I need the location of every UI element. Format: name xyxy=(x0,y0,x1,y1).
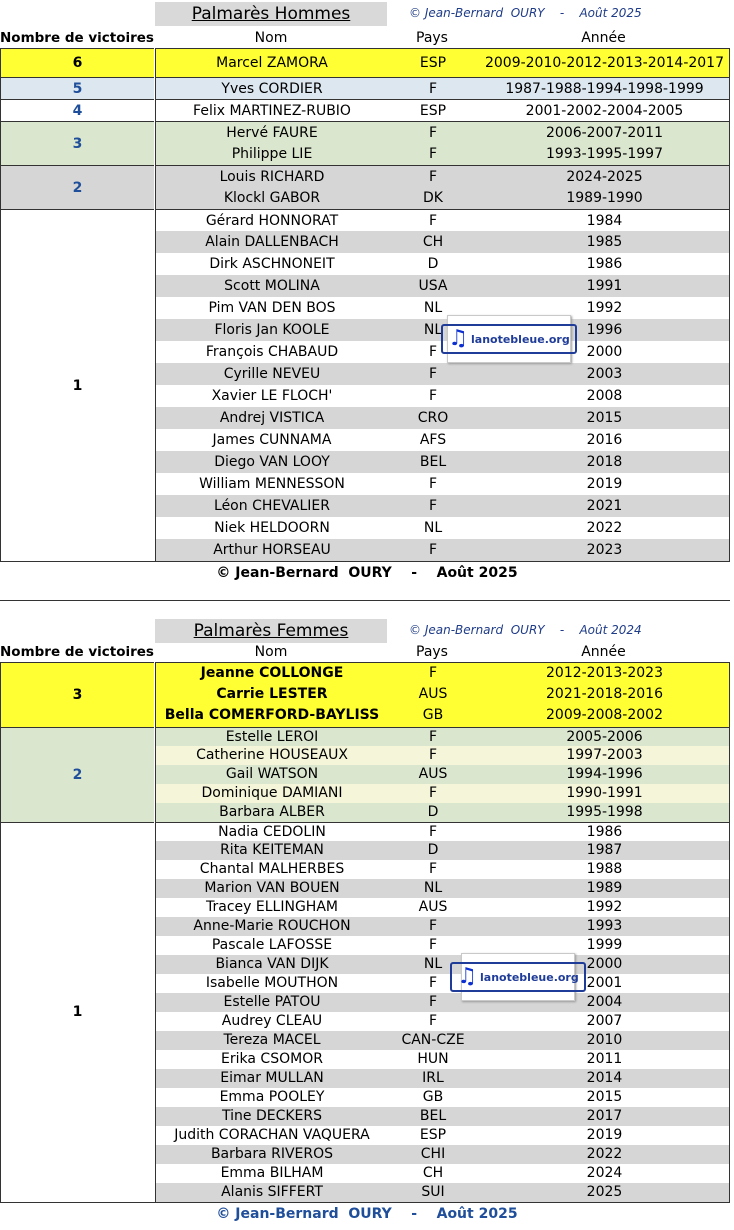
athlete-name: Nadia CEDOLIN xyxy=(218,823,326,840)
table-row xyxy=(155,1012,730,1031)
wins-count-cell xyxy=(0,165,154,209)
table-row xyxy=(155,1183,730,1202)
athlete-country: F xyxy=(428,823,438,840)
table-row xyxy=(155,765,730,784)
win-years: 2001-2002-2004-2005 xyxy=(525,103,684,119)
athlete-country: F xyxy=(428,860,438,877)
win-years: 2017 xyxy=(586,1107,623,1124)
athlete-name: Audrey CLEAU xyxy=(221,1012,323,1029)
win-years: 1986 xyxy=(586,823,623,840)
win-years: 2000 xyxy=(586,955,623,972)
win-years: 2014 xyxy=(586,1069,623,1086)
win-years: 2022 xyxy=(586,520,623,536)
header-year: Année xyxy=(581,644,626,660)
table-row xyxy=(155,473,730,495)
win-years: 2022 xyxy=(586,1145,623,1162)
athlete-country: F xyxy=(428,366,438,382)
table-row xyxy=(155,727,730,746)
win-years: 1993-1995-1997 xyxy=(546,146,663,162)
athlete-country: NL xyxy=(423,879,443,896)
header-year: Année xyxy=(581,30,626,46)
athlete-name: Estelle LEROI xyxy=(225,728,319,745)
win-years: 1988 xyxy=(586,860,623,877)
header-name: Nom xyxy=(254,644,288,660)
win-years: 2009-2010-2012-2013-2014-2017 xyxy=(484,55,725,71)
table-row xyxy=(155,121,730,143)
section-title: Palmarès Hommes xyxy=(155,2,387,26)
athlete-name: Gail WATSON xyxy=(225,765,319,782)
athlete-country: NL xyxy=(423,955,443,972)
win-years: 2007 xyxy=(586,1012,623,1029)
win-years: 1984 xyxy=(586,213,623,229)
win-years: 1993 xyxy=(586,917,623,934)
table-row xyxy=(155,1164,730,1183)
athlete-name: Arthur HORSEAU xyxy=(213,542,331,558)
athlete-name: Jeanne COLLONGE xyxy=(200,665,344,681)
athlete-country: D xyxy=(427,256,439,272)
athlete-country: AFS xyxy=(419,432,447,448)
win-years: 1992 xyxy=(586,898,623,915)
athlete-country: F xyxy=(428,665,438,681)
header-country: Pays xyxy=(416,30,448,46)
athlete-country: F xyxy=(428,498,438,514)
athlete-name: Barbara ALBER xyxy=(219,803,325,820)
athlete-country: F xyxy=(428,213,438,229)
table-row xyxy=(155,429,730,451)
win-years: 1989 xyxy=(586,879,623,896)
wins-count-cell xyxy=(0,121,154,165)
athlete-country: D xyxy=(427,803,439,820)
athlete-country: AUS xyxy=(418,765,448,782)
table-row xyxy=(155,363,730,385)
table-row xyxy=(155,974,730,993)
logo-text: lanotebleue.org xyxy=(480,970,579,984)
athlete-country: USA xyxy=(418,278,448,294)
header-wins: Nombre de victoires xyxy=(0,644,154,660)
wins-count-cell xyxy=(0,99,154,121)
athlete-name: Chantal MALHERBES xyxy=(199,860,345,877)
athlete-country: BEL xyxy=(419,454,447,470)
wins-count: 2 xyxy=(72,179,83,196)
athlete-country: NL xyxy=(423,300,443,316)
athlete-country: F xyxy=(428,728,438,745)
athlete-name: Emma POOLEY xyxy=(219,1088,325,1105)
athlete-name: Xavier LE FLOCH' xyxy=(211,388,333,404)
athlete-country: DK xyxy=(423,190,443,206)
win-years: 2008 xyxy=(586,388,623,404)
athlete-country: F xyxy=(428,1012,438,1029)
table-row xyxy=(155,1126,730,1145)
table-row xyxy=(155,917,730,936)
athlete-country: F xyxy=(428,917,438,934)
table-row xyxy=(155,495,730,517)
wins-count: 1 xyxy=(72,1004,83,1020)
table-row xyxy=(155,1107,730,1126)
win-years: 2004 xyxy=(586,993,623,1010)
athlete-name: Floris Jan KOOLE xyxy=(214,322,330,338)
athlete-name: Marcel ZAMORA xyxy=(216,55,328,71)
table-row xyxy=(155,187,730,209)
athlete-country: ESP xyxy=(419,103,447,119)
athlete-name: Diego VAN LOOY xyxy=(214,454,330,470)
wins-count: 4 xyxy=(72,102,83,119)
music-note-icon: ♫ xyxy=(448,326,468,351)
wins-count-cell xyxy=(0,48,154,77)
athlete-name: Alanis SIFFERT xyxy=(221,1183,323,1200)
table-row xyxy=(155,1145,730,1164)
table-row xyxy=(155,993,730,1012)
win-years: 2023 xyxy=(586,542,623,558)
athlete-country: GB xyxy=(422,707,444,723)
header-country: Pays xyxy=(416,644,448,660)
athlete-name: Pascale LAFOSSE xyxy=(211,936,333,953)
athlete-name: James CUNNAMA xyxy=(212,432,332,448)
athlete-name: Felix MARTINEZ-RUBIO xyxy=(193,103,351,119)
athlete-country: SUI xyxy=(421,1183,445,1200)
athlete-name: Anne-Marie ROUCHON xyxy=(193,917,351,934)
wins-count-cell xyxy=(0,822,154,1202)
table-row xyxy=(155,822,730,841)
athlete-country: F xyxy=(428,169,438,185)
athlete-country: CHI xyxy=(420,1145,446,1162)
athlete-name: Pim VAN DEN BOS xyxy=(208,300,336,316)
table-row xyxy=(155,662,730,684)
athlete-country: D xyxy=(427,841,439,858)
table-row xyxy=(155,1088,730,1107)
table-row xyxy=(155,297,730,319)
win-years: 2021 xyxy=(586,498,623,514)
table-row xyxy=(155,517,730,539)
wins-count-cell xyxy=(0,662,154,727)
table-row xyxy=(155,275,730,297)
athlete-name: Gérard HONNORAT xyxy=(205,213,339,229)
athlete-name: Yves CORDIER xyxy=(221,81,323,97)
footer-credit: © Jean-Bernard OURY - Août 2025 xyxy=(216,1205,518,1222)
athlete-country: HUN xyxy=(417,1050,449,1067)
win-years: 1994-1996 xyxy=(566,765,643,782)
athlete-country: AUS xyxy=(418,685,448,702)
athlete-country: F xyxy=(428,125,438,141)
win-years: 2019 xyxy=(586,1126,623,1143)
wins-count: 5 xyxy=(72,80,83,97)
table-row xyxy=(155,253,730,275)
athlete-name: Erika CSOMOR xyxy=(221,1050,323,1067)
table-row xyxy=(155,803,730,822)
athlete-name: Klockl GABOR xyxy=(223,190,321,206)
athlete-name: Rita KEITEMAN xyxy=(220,841,324,858)
athlete-name: Judith CORACHAN VAQUERA xyxy=(174,1126,370,1143)
win-years: 2025 xyxy=(586,1183,623,1200)
win-years: 2021-2018-2016 xyxy=(546,685,663,702)
music-note-icon: ♫ xyxy=(457,964,477,989)
athlete-name: Bella COMERFORD-BAYLISS xyxy=(164,707,380,723)
win-years: 2024 xyxy=(586,1164,623,1181)
win-years: 2016 xyxy=(586,432,623,448)
table-row xyxy=(155,48,730,77)
wins-count-cell xyxy=(0,727,154,822)
lanotebleue-logo xyxy=(447,315,571,363)
table-row xyxy=(155,784,730,803)
table-row xyxy=(155,1069,730,1088)
win-years: 1997-2003 xyxy=(566,746,643,763)
athlete-name: Hervé FAURE xyxy=(226,125,318,141)
win-years: 2003 xyxy=(586,366,623,382)
win-years: 2005-2006 xyxy=(566,728,643,745)
athlete-country: F xyxy=(428,146,438,162)
wins-count: 6 xyxy=(72,55,83,71)
table-row xyxy=(155,385,730,407)
table-row xyxy=(155,684,730,706)
athlete-country: F xyxy=(428,388,438,404)
logo-text: lanotebleue.org xyxy=(471,332,570,346)
table-row xyxy=(155,955,730,974)
wins-count-cell xyxy=(0,77,154,99)
section-separator xyxy=(0,600,730,601)
table-row xyxy=(155,746,730,765)
win-years: 2006-2007-2011 xyxy=(546,125,663,141)
win-years: 1992 xyxy=(586,300,623,316)
table-row xyxy=(155,879,730,898)
credit-text: © Jean-Bernard OURY - Août 2024 xyxy=(409,623,642,637)
footer-credit: © Jean-Bernard OURY - Août 2025 xyxy=(216,565,518,581)
athlete-name: Cyrille NEVEU xyxy=(223,366,321,382)
athlete-country: CH xyxy=(422,1164,444,1181)
athlete-name: Léon CHEVALIER xyxy=(214,498,330,514)
athlete-name: Estelle PATOU xyxy=(223,993,321,1010)
win-years: 1991 xyxy=(586,278,623,294)
athlete-country: F xyxy=(428,936,438,953)
athlete-country: CRO xyxy=(417,410,449,426)
table-row xyxy=(155,1050,730,1069)
table-row xyxy=(155,143,730,165)
athlete-country: F xyxy=(428,746,438,763)
athlete-name: Andrej VISTICA xyxy=(219,410,325,426)
athlete-name: Tine DECKERS xyxy=(222,1107,322,1124)
win-years: 1985 xyxy=(586,234,623,250)
athlete-name: Catherine HOUSEAUX xyxy=(196,746,348,763)
header-name: Nom xyxy=(254,30,288,46)
win-years: 2012-2013-2023 xyxy=(546,665,663,681)
win-years: 2011 xyxy=(586,1050,623,1067)
athlete-country: F xyxy=(428,993,438,1010)
athlete-name: Isabelle MOUTHON xyxy=(205,974,339,991)
table-row xyxy=(155,231,730,253)
athlete-name: Emma BILHAM xyxy=(220,1164,324,1181)
table-bottom-border xyxy=(0,561,730,562)
table-row xyxy=(155,77,730,99)
athlete-name: William MENNESSON xyxy=(199,476,345,492)
athlete-country: ESP xyxy=(419,1126,447,1143)
athlete-name: Scott MOLINA xyxy=(224,278,320,294)
table-row xyxy=(155,407,730,429)
athlete-name: Dirk ASCHNONEIT xyxy=(209,256,335,272)
win-years: 1999 xyxy=(586,936,623,953)
table-row xyxy=(155,209,730,231)
athlete-name: Barbara RIVEROS xyxy=(210,1145,334,1162)
logo-frame xyxy=(450,962,585,992)
table-row xyxy=(155,99,730,121)
athlete-country: NL xyxy=(423,520,443,536)
athlete-country: F xyxy=(428,974,438,991)
wins-count: 3 xyxy=(72,686,83,703)
win-years: 2015 xyxy=(586,410,623,426)
athlete-country: CH xyxy=(422,234,444,250)
table-bottom-border xyxy=(0,1202,730,1203)
athlete-country: BEL xyxy=(419,1107,447,1124)
win-years: 2024-2025 xyxy=(566,169,643,185)
table-row xyxy=(155,539,730,561)
athlete-country: NL xyxy=(423,322,443,338)
win-years: 2000 xyxy=(586,344,623,360)
table-row xyxy=(155,451,730,473)
win-years: 2019 xyxy=(586,476,623,492)
lanotebleue-logo xyxy=(457,953,579,1001)
win-years: 2010 xyxy=(586,1031,623,1048)
athlete-country: F xyxy=(428,81,438,97)
table-row xyxy=(155,705,730,727)
athlete-country: CAN-CZE xyxy=(401,1031,465,1048)
table-row xyxy=(155,841,730,860)
athlete-name: Bianca VAN DIJK xyxy=(215,955,329,972)
athlete-name: Tracey ELLINGHAM xyxy=(206,898,338,915)
athlete-name: Marion VAN BOUEN xyxy=(204,879,340,896)
athlete-name: Carrie LESTER xyxy=(216,685,328,702)
athlete-country: GB xyxy=(422,1088,444,1105)
athlete-name: Tereza MACEL xyxy=(223,1031,321,1048)
wins-count: 3 xyxy=(72,135,83,152)
wins-count-cell xyxy=(0,209,154,561)
win-years: 1996 xyxy=(586,322,623,338)
athlete-country: ESP xyxy=(419,55,447,71)
win-years: 2015 xyxy=(586,1088,623,1105)
athlete-country: F xyxy=(428,476,438,492)
table-row xyxy=(155,165,730,187)
table-row xyxy=(155,860,730,879)
win-years: 1995-1998 xyxy=(566,803,643,820)
athlete-country: F xyxy=(428,542,438,558)
athlete-name: Eimar MULLAN xyxy=(220,1069,324,1086)
header-wins: Nombre de victoires xyxy=(0,30,154,46)
table-row xyxy=(155,1031,730,1050)
athlete-name: Philippe LIE xyxy=(231,146,313,162)
win-years: 1986 xyxy=(586,256,623,272)
athlete-country: IRL xyxy=(422,1069,444,1086)
win-years: 2001 xyxy=(586,974,623,991)
athlete-name: Niek HELDOORN xyxy=(214,520,330,536)
win-years: 1987 xyxy=(586,841,623,858)
athlete-name: Alain DALLENBACH xyxy=(205,234,339,250)
win-years: 1989-1990 xyxy=(566,190,643,206)
win-years: 2009-2008-2002 xyxy=(546,707,663,723)
athlete-name: François CHABAUD xyxy=(205,344,339,360)
athlete-name: Louis RICHARD xyxy=(219,169,325,185)
win-years: 1990-1991 xyxy=(566,784,643,801)
logo-frame xyxy=(441,324,576,354)
table-row xyxy=(155,936,730,955)
athlete-country: F xyxy=(428,784,438,801)
wins-count: 1 xyxy=(72,377,83,394)
table-row xyxy=(155,898,730,917)
win-years: 1987-1988-1994-1998-1999 xyxy=(505,81,704,97)
credit-text: © Jean-Bernard OURY - Août 2025 xyxy=(409,6,642,20)
section-title: Palmarès Femmes xyxy=(155,619,387,643)
athlete-country: AUS xyxy=(418,898,448,915)
win-years: 2018 xyxy=(586,454,623,470)
athlete-country: F xyxy=(428,344,438,360)
athlete-name: Dominique DAMIANI xyxy=(201,784,343,801)
wins-count: 2 xyxy=(72,766,83,783)
